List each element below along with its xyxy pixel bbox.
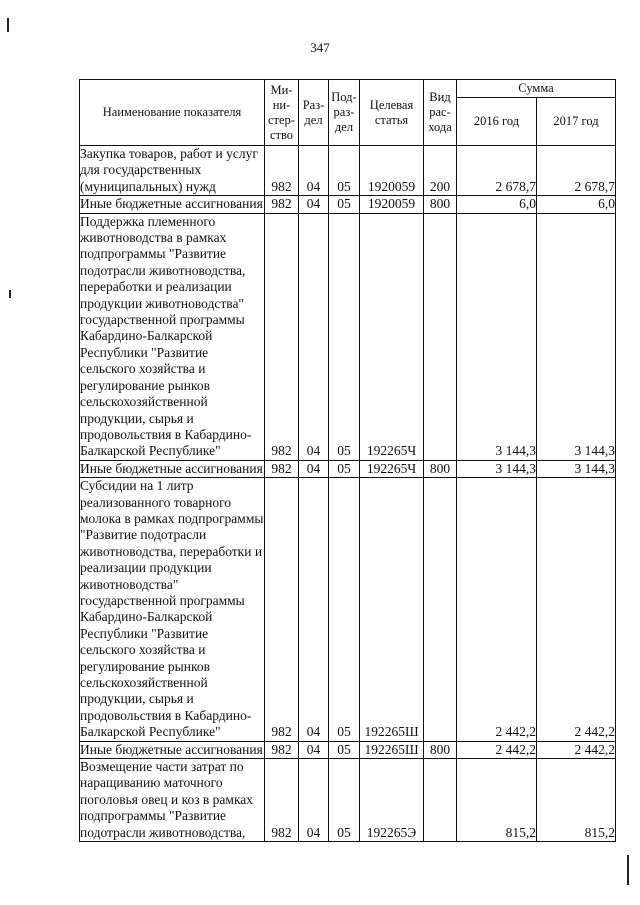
budget-table [79, 79, 616, 842]
row-expense-type: 800 [424, 196, 457, 213]
header-section: Раз- дел [299, 80, 329, 146]
row-ministry: 982 [265, 759, 299, 842]
row-sum-2016: 815,2 [457, 759, 537, 842]
row-sum-2017: 815,2 [537, 759, 616, 842]
row-ministry: 982 [265, 146, 299, 196]
table-row [80, 741, 616, 758]
row-name: Закупка товаров, работ и услуг для государственных (муниципальных) нужд [80, 146, 265, 196]
row-name: Субсидии на 1 литр реализованного товарного молока в рамках подпрограммы "Развитие подотрасли животноводства, переработки и реализации продукции животноводства" государственной программы Кабардино-Балкарской Республики "Развитие сельского хозяйства и регулирование рынков сельскохозяйственной продукции, сырья и продовольствия в Кабардино-Балкарской Республике" [80, 478, 264, 740]
row-target-article: 192265Ш [360, 741, 424, 758]
scan-mark-right [627, 855, 629, 885]
row-name: Поддержка племенного животноводства в рамках подпрограммы "Развитие подотрасли животноводства, переработки и реализации продукции животноводства" государственной программы Кабардино-Балкарской Республики "Развитие сельского хозяйства и регулирование рынков сельскохозяйственной продукции, сырья и продовольствия в Кабардино-Балкарской Республике" [80, 213, 265, 460]
row-expense-type [424, 478, 457, 742]
row-sum-2016: 2 442,2 [457, 741, 537, 758]
row-sum-2017: 2 678,7 [537, 146, 616, 196]
row-sum-2017: 6,0 [537, 196, 616, 213]
row-subsection: 05 [329, 741, 360, 758]
row-expense-type: 800 [424, 741, 457, 758]
header-sum: Сумма [457, 80, 616, 98]
row-expense-type [424, 759, 457, 842]
row-name: Иные бюджетные ассигнования [80, 741, 263, 757]
header-expense-type: Вид рас- хода [424, 80, 457, 146]
header-year-2016: 2016 год [457, 98, 537, 146]
row-sum-2017: 3 144,3 [537, 460, 616, 477]
header-name: Наименование показателя [80, 80, 265, 146]
row-sum-2017: 3 144,3 [537, 213, 616, 460]
row-sum-2017: 2 442,2 [537, 741, 616, 758]
row-ministry: 982 [265, 196, 299, 213]
table-row [80, 196, 616, 213]
row-sum-2016: 3 144,3 [457, 213, 537, 460]
row-subsection: 05 [329, 146, 360, 196]
row-ministry: 982 [265, 213, 299, 460]
row-name: Иные бюджетные ассигнования [80, 196, 263, 212]
header-subsection: Под- раз- дел [329, 80, 360, 146]
row-expense-type [424, 213, 457, 460]
row-target-article: 192265Ш [360, 478, 424, 742]
row-section: 04 [299, 478, 329, 742]
table-row [80, 213, 616, 460]
row-target-article: 1920059 [360, 196, 424, 213]
row-subsection: 05 [329, 478, 360, 742]
row-ministry: 982 [265, 478, 299, 742]
table-row [80, 146, 616, 196]
row-subsection: 05 [329, 759, 360, 842]
row-expense-type: 800 [424, 460, 457, 477]
page-number: 347 [310, 40, 330, 55]
row-target-article: 192265Ч [360, 460, 424, 477]
row-target-article: 192265Ч [360, 213, 424, 460]
row-ministry: 982 [265, 741, 299, 758]
row-target-article: 1920059 [360, 146, 424, 196]
row-subsection: 05 [329, 460, 360, 477]
row-expense-type: 200 [424, 146, 457, 196]
row-name: Возмещение части затрат по наращиванию маточного поголовья овец и коз в рамках подпрограммы "Развитие подотрасли животноводства, [80, 759, 265, 842]
row-ministry: 982 [265, 460, 299, 477]
row-section: 04 [299, 460, 329, 477]
header-year-2017: 2017 год [537, 98, 616, 146]
row-section: 04 [299, 213, 329, 460]
row-section: 04 [299, 759, 329, 842]
row-sum-2016: 2 678,7 [457, 146, 537, 196]
row-name: Иные бюджетные ассигнования [80, 460, 263, 476]
row-sum-2016: 2 442,2 [457, 478, 537, 742]
scan-mark-top-left [7, 18, 9, 32]
row-subsection: 05 [329, 213, 360, 460]
row-sum-2016: 6,0 [457, 196, 537, 213]
scan-mark-left [9, 290, 11, 298]
row-section: 04 [299, 146, 329, 196]
row-sum-2017: 2 442,2 [537, 478, 616, 742]
row-subsection: 05 [329, 196, 360, 213]
header-target-article: Целевая статья [360, 80, 424, 146]
row-section: 04 [299, 741, 329, 758]
header-ministry: Ми- ни- стер- ство [265, 80, 299, 146]
table-row [80, 759, 616, 842]
table-row [80, 478, 616, 742]
row-sum-2016: 3 144,3 [457, 460, 537, 477]
row-section: 04 [299, 196, 329, 213]
table-row [80, 460, 616, 477]
row-target-article: 192265Э [360, 759, 424, 842]
